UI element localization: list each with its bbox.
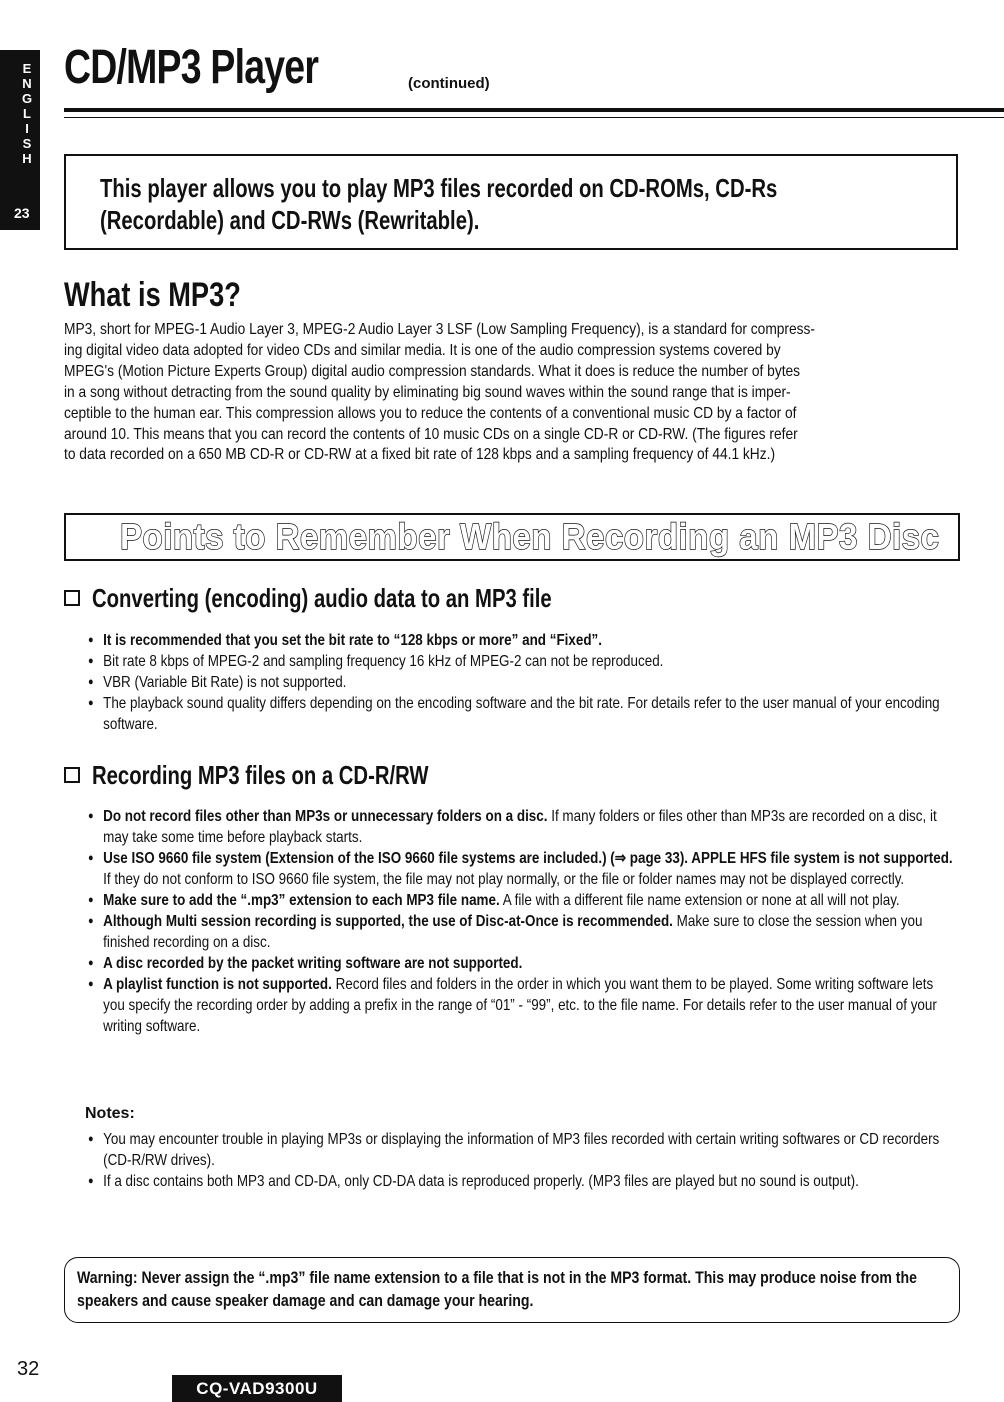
paragraph-line: in a song without detracting from the sound quality by eliminating big sound waves within the sound range that is imper- bbox=[64, 383, 791, 401]
bullet-item bbox=[88, 806, 957, 848]
bullet-text: If they do not conform to ISO 9660 file system, the file may not play normally, or the file or folder names may not be displayed correctly. bbox=[103, 871, 905, 888]
bullet-text: Make sure to close the session when you finished recording on a disc. bbox=[103, 913, 923, 951]
bullet-bold-text: It is recommended that you set the bit rate to “128 kbps or more” and “Fixed”. bbox=[103, 632, 603, 649]
warning-text: Warning: Never assign the “.mp3” file name extension to a file that is not in the MP3 format. This may produce noise from the speakers and cause speaker damage and can damage your hearing. bbox=[77, 1268, 917, 1310]
bullet-item bbox=[88, 1171, 957, 1192]
header-rule-thin bbox=[64, 117, 1004, 118]
checkbox-icon bbox=[64, 767, 80, 783]
language-tab-letter: H bbox=[22, 151, 32, 166]
language-tab-letter: E bbox=[22, 61, 32, 76]
page-number: 32 bbox=[17, 1358, 40, 1380]
bullet-item bbox=[88, 630, 957, 651]
model-badge: CQ-VAD9300U bbox=[172, 1375, 342, 1402]
bullet-bold-text: A playlist function is not supported. bbox=[103, 976, 332, 993]
page-title: CD/MP3 Player bbox=[64, 41, 319, 94]
bullet-item bbox=[88, 672, 957, 693]
language-tab-letter: I bbox=[25, 121, 29, 136]
bullet-text: A file with a different file name extension or none at all will not play. bbox=[499, 892, 900, 909]
notes-bullet-list bbox=[88, 1129, 957, 1192]
bullet-bold-text: A disc recorded by the packet writing software are not supported. bbox=[103, 955, 523, 972]
bullet-item bbox=[88, 911, 957, 953]
bullet-text: If a disc contains both MP3 and CD-DA, only CD-DA data is reproduced properly. (MP3 files are played but no sound is output). bbox=[103, 1173, 859, 1190]
bullet-item bbox=[88, 890, 957, 911]
paragraph-line: MPEG's (Motion Picture Experts Group) digital audio compression standards. What it does is reduce the number of bytes bbox=[64, 362, 801, 380]
recording-bullet-list bbox=[88, 806, 957, 1037]
section-title: Recording MP3 files on a CD-R/RW bbox=[92, 760, 429, 790]
language-tab-letters bbox=[19, 61, 35, 166]
banner-title: Points to Remember When Recording an MP3 Disc bbox=[120, 516, 940, 557]
bullet-bold-text: Do not record files other than MP3s or unnecessary folders on a disc. bbox=[103, 808, 548, 825]
page-title-suffix: (continued) bbox=[408, 75, 490, 92]
bullet-item bbox=[88, 693, 957, 735]
encoding-bullet-list bbox=[88, 630, 957, 735]
section-number: 23 bbox=[14, 205, 30, 221]
paragraph-line: ceptible to the human ear. This compression allows you to reduce the contents of a conventional music CD by a factor of bbox=[64, 404, 797, 422]
intro-box bbox=[64, 154, 958, 250]
page-header bbox=[64, 41, 390, 94]
checkbox-icon bbox=[64, 590, 80, 606]
bullet-text: VBR (Variable Bit Rate) is not supported. bbox=[103, 674, 347, 691]
bullet-text: Record files and folders in the order in which you want them to be played. Some writing software lets you specify the recording order by adding a prefix in the range of “01” - “99”, etc. to the file name. For details refer to the user manual of your writing software. bbox=[103, 976, 937, 1035]
bullet-bold-text: Make sure to add the “.mp3” extension to each MP3 file name. bbox=[103, 892, 500, 909]
what-is-mp3-paragraph bbox=[64, 320, 958, 466]
language-tab-letter: S bbox=[22, 136, 32, 151]
bullet-text: If many folders or files other than MP3s are recorded on a disc, it may take some time before playback starts. bbox=[103, 808, 937, 846]
section-title: Converting (encoding) audio data to an MP3 file bbox=[92, 583, 552, 613]
language-tab bbox=[0, 50, 40, 230]
language-tab-letter: N bbox=[22, 76, 32, 91]
bullet-text: You may encounter trouble in playing MP3s or displaying the information of MP3 files recorded with certain writing softwares or CD recorders (CD-R/RW drives). bbox=[103, 1131, 940, 1169]
warning-box bbox=[64, 1257, 960, 1323]
section-heading-what-is-mp3: What is MP3? bbox=[64, 276, 241, 314]
language-tab-letter: L bbox=[23, 106, 31, 121]
paragraph-line: to data recorded on a 650 MB CD-R or CD-RW at a fixed bit rate of 128 kbps and a sampling frequency of 44.1 kHz.) bbox=[64, 446, 776, 464]
notes-label: Notes: bbox=[85, 1105, 135, 1122]
bullet-bold-text: Use ISO 9660 file system (Extension of the ISO 9660 file systems are included.) (⇒ page 33). APPLE HFS file system is not supported. bbox=[103, 850, 953, 867]
bullet-bold-text: Although Multi session recording is supported, the use of Disc-at-Once is recommended. bbox=[103, 913, 673, 930]
bullet-item bbox=[88, 953, 957, 974]
paragraph-line: around 10. This means that you can record the contents of 10 music CDs on a single CD-R or CD-RW. (The figures refer bbox=[64, 425, 798, 443]
intro-text: This player allows you to play MP3 files recorded on CD-ROMs, CD-Rs (Recordable) and CD-RWs (Rewritable). bbox=[100, 173, 778, 235]
bullet-item bbox=[88, 974, 957, 1037]
bullet-item bbox=[88, 651, 957, 672]
paragraph-line: MP3, short for MPEG-1 Audio Layer 3, MPEG-2 Audio Layer 3 LSF (Low Sampling Frequency), is a standard for compress- bbox=[64, 321, 816, 338]
bullet-item bbox=[88, 1129, 957, 1171]
bullet-text: Bit rate 8 kbps of MPEG-2 and sampling frequency 16 kHz of MPEG-2 can not be reproduced. bbox=[103, 653, 664, 670]
paragraph-line: ing digital video data adopted for video CDs and similar media. It is one of the audio compression systems covered by bbox=[64, 341, 781, 359]
section-banner bbox=[64, 513, 960, 561]
header-rule bbox=[64, 108, 1004, 112]
language-tab-letter: G bbox=[21, 91, 33, 106]
bullet-item bbox=[88, 848, 957, 890]
bullet-text: The playback sound quality differs depending on the encoding software and the bit rate. For details refer to the user manual of your encoding software. bbox=[103, 695, 940, 733]
